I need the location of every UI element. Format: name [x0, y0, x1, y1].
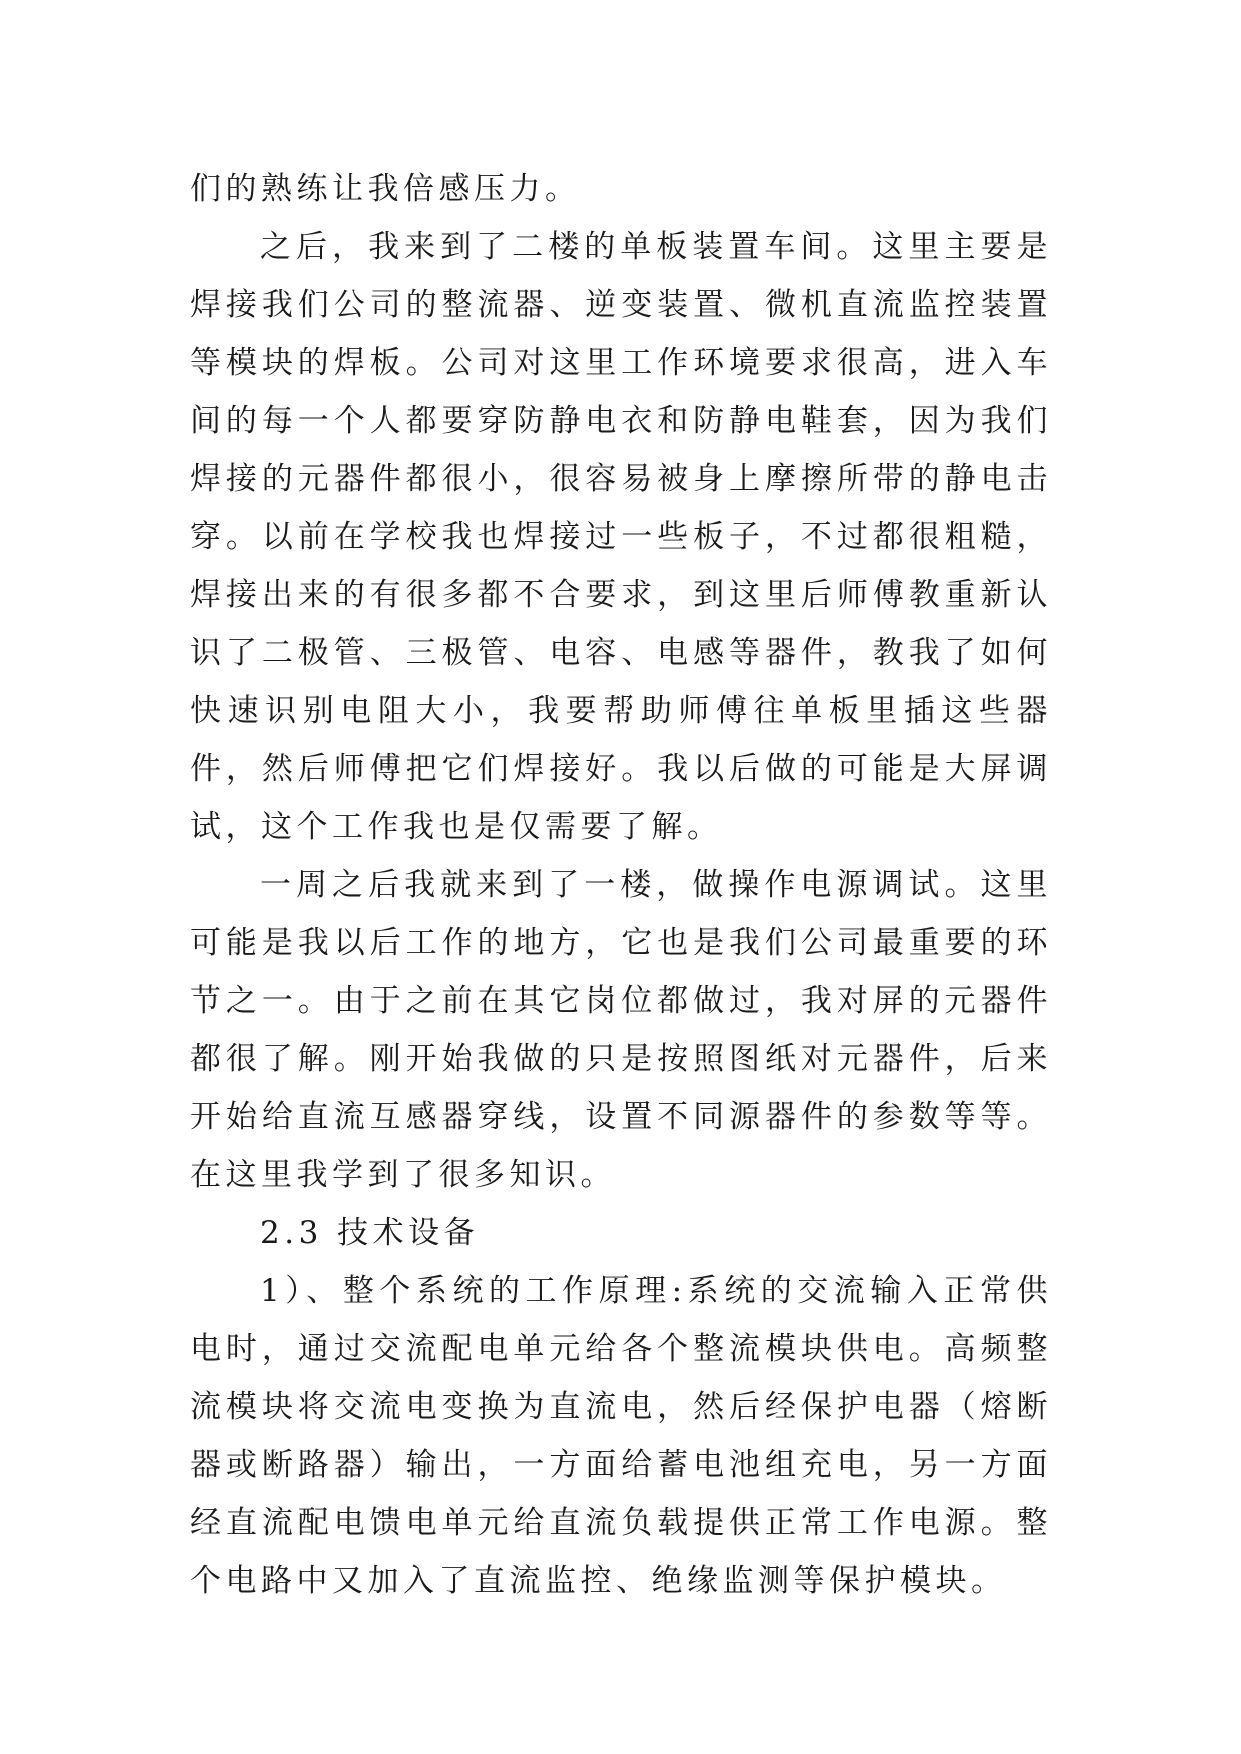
paragraph-system-principle: 1）、整个系统的工作原理:系统的交流输入正常供电时，通过交流配电单元给各个整流模块供电。高频整流模块将交流电变换为直流电，然后经保护电器（熔断器或断路器）输出，一方面给蓄电池组充电，另一方面经直流配电馈电单元给直流负载提供正常工作电源。整个电路中又加入了直流监控、绝缘监测等保护模块。 — [190, 1273, 1052, 1599]
paragraph-power-debug: 一周之后我就来到了一楼，做操作电源调试。这里可能是我以后工作的地方，它也是我们公司最重要的环节之一。由于之前在其它岗位都做过，我对屏的元器件都很了解。刚开始我做的只是按照图纸对元器件，后来开始给直流互感器穿线，设置不同源器件的参数等等。在这里我学到了很多知识。 — [190, 867, 1052, 1193]
section-heading: 2.3 技术设备 — [260, 1215, 480, 1251]
paragraph-workshop: 之后，我来到了二楼的单板装置车间。这里主要是焊接我们公司的整流器、逆变装置、微机直流监控装置等模块的焊板。公司对这里工作环境要求很高，进入车间的每一个人都要穿防静电衣和防静电鞋套，因为我们焊接的元器件都很小，很容易被身上摩擦所带的静电击穿。以前在学校我也焊接过一些板子，不过都很粗糙，焊接出来的有很多都不合要求，到这里后师傅教重新认识了二极管、三极管、电容、电感等器件，教我了如何快速识别电阻大小，我要帮助师傅往单板里插这些器件，然后师傅把它们焊接好。我以后做的可能是大屏调试，这个工作我也是仅需要了解。 — [190, 229, 1052, 845]
body-text — [190, 160, 1052, 1610]
paragraph-continuation: 们的熟练让我倍感压力。 — [190, 171, 581, 207]
